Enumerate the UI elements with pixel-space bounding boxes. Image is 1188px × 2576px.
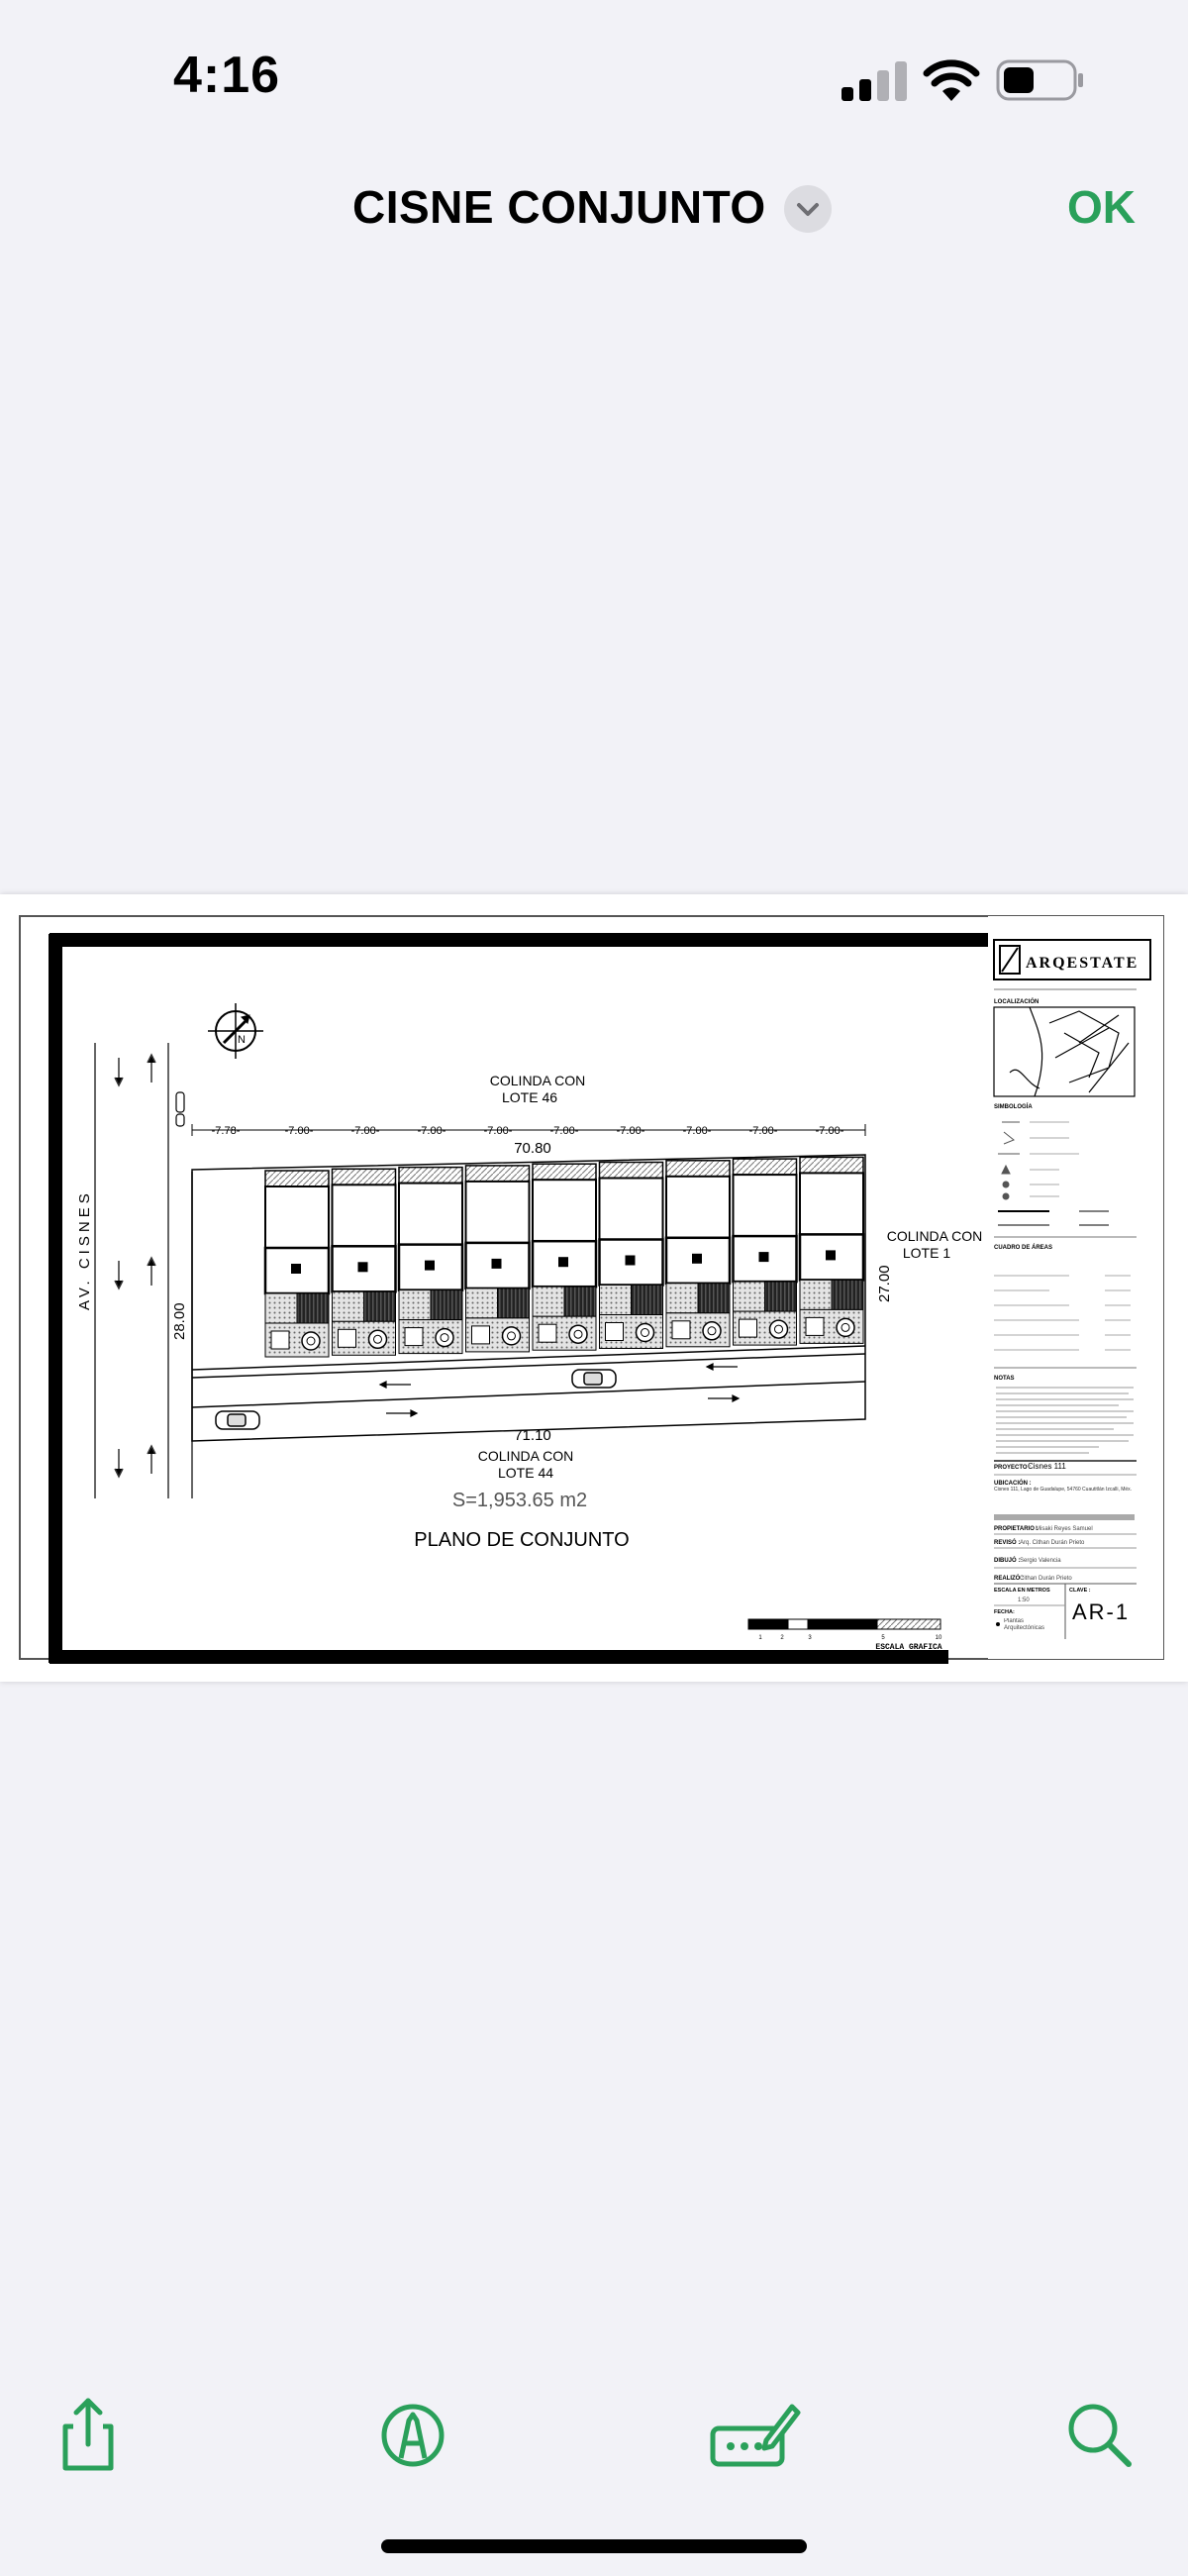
- townhouse-unit: [666, 1161, 730, 1347]
- townhouse-unit: [533, 1164, 596, 1350]
- street-car: [176, 1092, 184, 1126]
- location-value: Cisnes 111, Lago de Guadalupe, 54760 Cuautitlán Izcalli, Méx.: [994, 1487, 1133, 1493]
- top-dimension-label: -7.00-: [616, 1125, 645, 1137]
- markup-button[interactable]: [368, 2389, 457, 2478]
- east-neighbor-label: COLINDA CON LOTE 1: [886, 1228, 983, 1261]
- owner-label: PROPIETARIO :: [994, 1526, 1039, 1532]
- north-neighbor-label: COLINDA CON LOTE 46: [489, 1073, 586, 1105]
- scale-tick-label: 1: [758, 1635, 762, 1641]
- markup-icon: [368, 2389, 457, 2478]
- street-car-2: [216, 1411, 259, 1429]
- notes-heading: NOTAS: [994, 1376, 1015, 1382]
- right-depth-label: 27.00: [876, 1265, 893, 1302]
- made-by-label: REALIZÓ :: [994, 1576, 1024, 1582]
- top-dimension-label: -7.00-: [483, 1125, 513, 1137]
- search-icon: [1053, 2389, 1142, 2478]
- drafter-value: Sergio Valencia: [1020, 1558, 1061, 1564]
- top-dimension-label: -7.78-: [211, 1125, 241, 1137]
- circulation-arrows: [380, 1364, 739, 1416]
- symbology-heading: SIMBOLOGÍA: [994, 1104, 1033, 1110]
- scale-caption: ESCALA GRAFICA: [875, 1643, 942, 1652]
- graphic-scale: [748, 1619, 940, 1629]
- street-label: AV. CISNES: [76, 1189, 93, 1310]
- scale-tick-label: 3: [808, 1635, 812, 1641]
- date-label: FECHA:: [994, 1609, 1015, 1615]
- townhouse-unit: [600, 1163, 663, 1349]
- chevron-down-icon: [784, 185, 832, 233]
- left-depth-label: 28.00: [171, 1302, 188, 1340]
- area-label: S=1,953.65 m2: [451, 1490, 588, 1511]
- share-icon: [44, 2389, 133, 2478]
- south-neighbor-label: COLINDA CON LOTE 44: [477, 1448, 574, 1481]
- scale-tick-label: 10: [935, 1635, 942, 1641]
- document-title[interactable]: CISNE CONJUNTO: [352, 181, 766, 233]
- share-button[interactable]: [44, 2389, 133, 2478]
- signature-button[interactable]: [705, 2389, 804, 2478]
- top-dimension-label: -7.00-: [549, 1125, 579, 1137]
- reviewer-value: Arq. Cithan Durán Prieto: [1020, 1540, 1085, 1546]
- bottom-toolbar: [0, 2377, 1188, 2506]
- svg-text:N: N: [238, 1034, 246, 1046]
- location-heading: LOCALIZACIÓN: [994, 999, 1040, 1005]
- title-block: [988, 916, 1163, 1659]
- scale-tick-label: 2: [780, 1635, 784, 1641]
- townhouse-unit: [734, 1159, 797, 1345]
- scale-label: ESCALA EN METROS: [994, 1588, 1050, 1594]
- townhouse-unit: [333, 1169, 396, 1355]
- site-plan-drawing: [0, 894, 1188, 1682]
- firm-logo: ARQESTATE: [1026, 955, 1139, 972]
- top-dimension-label: -7.00-: [815, 1125, 844, 1137]
- drafter-label: DIBUJÓ :: [994, 1558, 1021, 1564]
- project-value: Cisnes 111: [1028, 1462, 1066, 1471]
- made-by-value: Cithan Durán Prieto: [1020, 1576, 1072, 1582]
- sign-icon: [705, 2389, 804, 2478]
- top-dimension-label: -7.00-: [417, 1125, 446, 1137]
- townhouse-unit: [800, 1157, 863, 1343]
- top-total-dimension: 70.80: [514, 1140, 551, 1157]
- top-dimension-labels: [212, 1125, 844, 1137]
- driveway-car: [572, 1370, 616, 1388]
- done-button[interactable]: OK: [1067, 181, 1136, 233]
- townhouse-unit: [399, 1168, 462, 1354]
- key-label: CLAVE :: [1069, 1588, 1091, 1594]
- bottom-total-dimension: 71.10: [514, 1427, 551, 1444]
- townhouse-unit: [265, 1171, 329, 1357]
- top-dimension-label: -7.00-: [682, 1125, 712, 1137]
- project-label: PROYECTO :: [994, 1465, 1032, 1471]
- cellular-signal-icon: [842, 61, 911, 101]
- areas-table-heading: CUADRO DE ÁREAS: [994, 1245, 1053, 1251]
- townhouse-unit: [466, 1166, 530, 1352]
- battery-icon: [996, 59, 1085, 101]
- top-dimension-label: -7.00-: [748, 1125, 778, 1137]
- scale-tick-labels: [758, 1635, 942, 1641]
- document-page[interactable]: [0, 894, 1188, 1682]
- plan-title: PLANO DE CONJUNTO: [414, 1529, 630, 1551]
- scale-value: 1:50: [1018, 1597, 1030, 1603]
- location-label: UBICACIÓN :: [994, 1481, 1032, 1487]
- scale-tick-label: 5: [881, 1635, 885, 1641]
- sheet-key: AR-1: [1071, 1599, 1131, 1624]
- home-indicator[interactable]: [381, 2539, 807, 2553]
- owner-value: Misaki Reyes Samuel: [1036, 1526, 1093, 1532]
- status-time: 4:16: [173, 47, 281, 104]
- sheet-type: Plantas Arquitectónicas: [1004, 1618, 1045, 1631]
- status-bar: [0, 0, 1188, 158]
- wifi-icon: [923, 57, 980, 101]
- top-dimension-label: -7.00-: [350, 1125, 380, 1137]
- top-dimension-label: -7.00-: [284, 1125, 314, 1137]
- search-button[interactable]: [1053, 2389, 1142, 2478]
- reviewer-label: REVISÓ :: [994, 1540, 1021, 1546]
- title-menu-button[interactable]: [784, 185, 832, 233]
- townhouse-units: [265, 1157, 863, 1357]
- north-arrow: [208, 1003, 263, 1059]
